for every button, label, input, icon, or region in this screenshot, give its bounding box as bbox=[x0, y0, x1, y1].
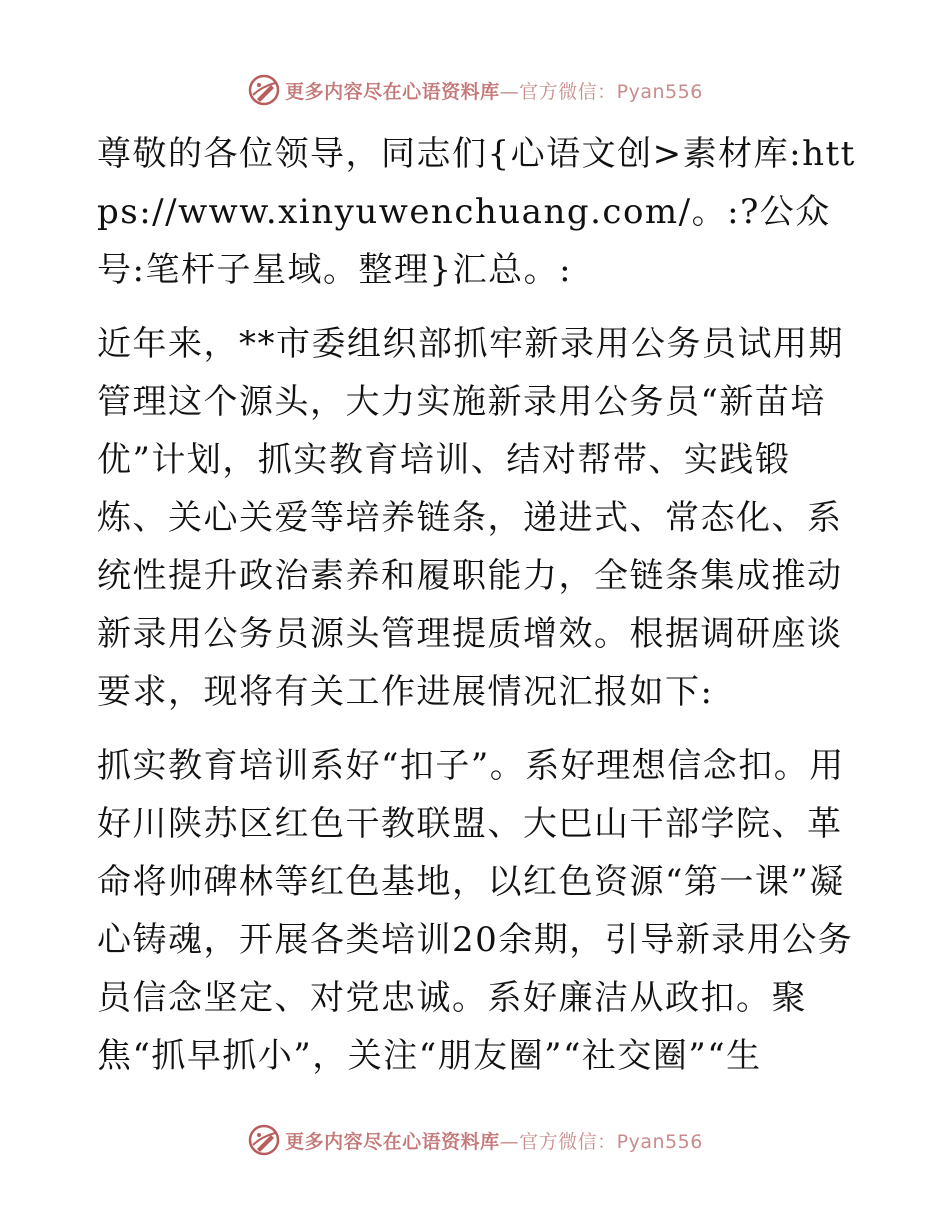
paragraph-greeting: 尊敬的各位领导，同志们{心语文创>素材库:https://www.xinyuwenchuang.com/。:?公众号:笔杆子星域。整理}汇总。: bbox=[97, 134, 856, 290]
banner-separator: — bbox=[499, 1130, 520, 1153]
banner-brand: 更多内容尽在心语资料库 bbox=[285, 1130, 500, 1153]
paragraph-intro: 近年来，**市委组织部抓牢新录用公务员试用期管理这个源头，大力实施新录用公务员“新苗培优”计划，抓实教育培训、结对帮带、实践锻炼、关心关爱等培养链条，递进式、常态化、系统性提升政治素养和履职能力，全链条集成推动新录用公务员源头管理提质增效。根据调研座谈要求，现将有关工作进展情况汇报如下: bbox=[97, 324, 844, 712]
banner-separator: — bbox=[499, 80, 520, 103]
header-banner bbox=[0, 70, 950, 110]
banner-text bbox=[285, 1127, 703, 1154]
paragraph-training: 抓实教育培训系好“扣子”。系好理想信念扣。用好川陕苏区红色干教联盟、大巴山干部学院、革命将帅碑林等红色基地，以红色资源“第一课”凝心铸魂，开展各类培训20余期，引导新录用公务员信念坚定、对党忠诚。系好廉洁从政扣。聚焦“抓早抓小”，关注“朋友圈”“社交圈”“生 bbox=[97, 746, 854, 1076]
brand-logo-icon bbox=[247, 1123, 281, 1157]
banner-brand: 更多内容尽在心语资料库 bbox=[285, 80, 500, 103]
banner-text bbox=[285, 77, 703, 104]
header-banner-inner bbox=[247, 73, 703, 107]
brand-logo-icon bbox=[247, 73, 281, 107]
footer-banner bbox=[0, 1120, 950, 1160]
footer-banner-inner bbox=[247, 1123, 703, 1157]
document-body bbox=[97, 125, 857, 1101]
banner-contact: 官方微信：Pyan556 bbox=[519, 80, 703, 103]
banner-contact: 官方微信：Pyan556 bbox=[519, 1130, 703, 1153]
